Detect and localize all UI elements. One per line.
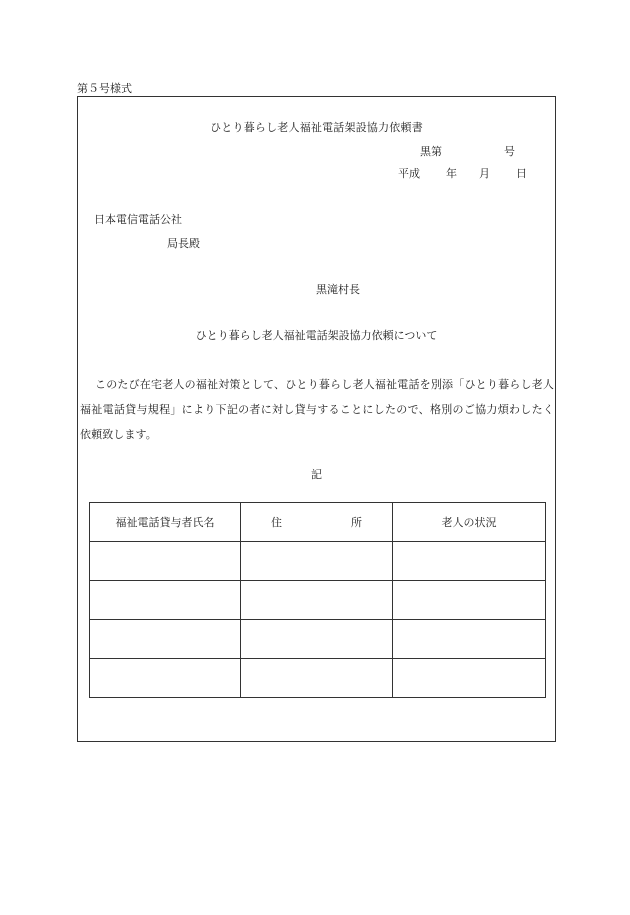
recipient-company: 日本電信電話公社 [94, 213, 182, 226]
cell-address[interactable] [241, 659, 393, 698]
header-address-left: 住 [271, 516, 282, 529]
cell-status[interactable] [393, 542, 546, 581]
form-number-label: 第５号様式 [77, 82, 132, 95]
reference-suffix: 号 [504, 145, 515, 158]
table-row [90, 659, 546, 698]
form-frame [77, 96, 556, 742]
cell-name[interactable] [90, 659, 241, 698]
header-address-right: 所 [351, 516, 362, 529]
header-address [241, 503, 393, 542]
cell-address[interactable] [241, 581, 393, 620]
cell-status[interactable] [393, 659, 546, 698]
cell-name[interactable] [90, 620, 241, 659]
date-era: 平成 [398, 167, 420, 180]
date-year: 年 [446, 167, 457, 180]
ki-heading: 記 [311, 468, 322, 481]
cell-status[interactable] [393, 620, 546, 659]
cell-name[interactable] [90, 581, 241, 620]
date-day: 日 [516, 167, 527, 180]
cell-status[interactable] [393, 581, 546, 620]
recipient-title: 局長殿 [167, 237, 200, 250]
reference-prefix: 黒第 [420, 145, 442, 158]
subject-line: ひとり暮らし老人福祉電話架設協力依頼について [195, 329, 438, 342]
cell-address[interactable] [241, 542, 393, 581]
table-row [90, 542, 546, 581]
reference-number [420, 145, 515, 158]
date-month: 月 [479, 167, 490, 180]
cell-address[interactable] [241, 620, 393, 659]
table-header-row [90, 503, 546, 542]
header-name: 福祉電話貸与者氏名 [90, 503, 241, 542]
document-title: ひとり暮らし老人福祉電話架設協力依頼書 [210, 121, 423, 134]
cell-name[interactable] [90, 542, 241, 581]
recipients-table [89, 502, 546, 698]
body-paragraph: このたび在宅老人の福祉対策として、ひとり暮らし老人福祉電話を別添「ひとり暮らし老人福祉電話貸与規程」により下記の者に対し貸与することにしたので、格別のご協力煩わしたく依頼致します。 [80, 378, 554, 441]
table-row [90, 581, 546, 620]
table-row [90, 620, 546, 659]
header-status: 老人の状況 [393, 503, 546, 542]
sender-name: 黒滝村長 [316, 283, 360, 296]
